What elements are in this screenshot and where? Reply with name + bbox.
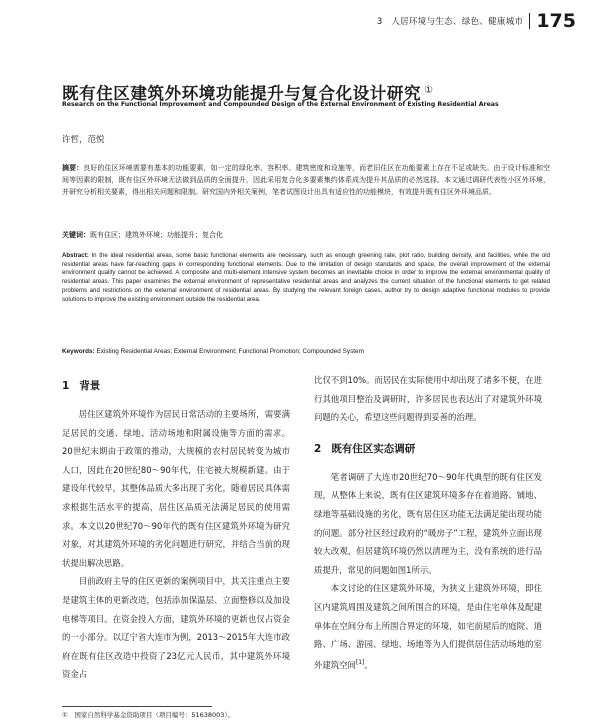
title-text: 既有住区建筑外环境功能提升与复合化设计研究 xyxy=(62,84,422,103)
abstract-en-text: In the ideal residential areas, some basic functional elements are necessary, such as enough greening rate, plot ratio, building density, and facilities, while the old residential areas have far-reaching gaps in corresponding functional elements. Due to the limitation of design standards and space, the overall improvement of the external environment quality cannot be achieved. A composite and multi-element intensive system becomes an inevitable choice in order to improve the external environmental quality of residential areas. This paper examines the external environment of representative residential areas and analyzes the current situation of the functional elements to get related problems and restrictions on the external environment of residential areas. By studying the relevant foreign cases, author try to design adaptive functional modules to provide solutions to improve the existing environment outside the residential area. xyxy=(62,252,550,303)
keywords-en xyxy=(62,348,550,355)
abstract-cn xyxy=(62,163,550,198)
title-footnote-marker: ① xyxy=(424,84,434,96)
section-1-paragraph: 居住区建筑外环境作为居民日常活动的主要场所，需要满足居民的交通、绿地、活动场地和附属设施等方面的需求。20世纪末期由于政策的推动，大规模的农村居民转变为城市人口，因此在20世纪80～90年代，住宅被大规模新建。由于建设年代较早，其整体品质大多出现了劣化，随着居民具体需求根据生活水平的提高，居住区品质无法满足居民的使用需求。本文以20世纪70～90年代的既有住区建筑外环境为研究对象，对其建筑外环境的劣化问题进行研究，并结合当前的现状提出解决思路。 xyxy=(62,409,290,568)
keywords-cn-text: 既有住区；建筑外环境；功能提升；复合化 xyxy=(90,231,223,239)
keywords-cn-label: 关键词： xyxy=(62,231,90,239)
header-divider xyxy=(529,13,530,29)
section-2-paragraph: 本文讨论的住区建筑外环境，为狭义上建筑外环境，即住区内建筑周围及建筑之间所围合的环境，是由住宅单体及配建单体在空间分布上所围合界定的环境，如宅前屋后的庭院、道路、广场、游园、绿地、场地等为人们提供居住活动场地的室外建筑空间[1]。 xyxy=(314,583,542,670)
continued-paragraph: 比仅不到10%。而居民在实际使用中却出现了诸多不便，在进行其他项目整治及调研时，许多居民也表达出了对建筑外环境问题的关心，希望这些问题得到妥善的治理。 xyxy=(314,375,542,423)
column-right xyxy=(314,371,542,674)
paper-title-en: Research on the Functional Improvement and Compounded Design of the External Environment of Existing Residential Areas xyxy=(62,101,499,108)
abstract-en-label: Abstract: xyxy=(62,252,89,259)
abstract-cn-text: 良好的住区环境需要有基本的功能要素，如一定的绿化率、容积率、建筑密度和设施等，而老旧住区在功能要素上存在不足或缺失。由于设计标准和空间等因素的限制，既有住区外环境无法做到品质的全面提升，因此采用复合化多要素集约体系成为提升其品质的必然选择。本文通过调研代表性小区外环境，并研究分析相关要素，得出相关问题和限制。研究国内外相关案例，笔者试图设计出具有适应性的功能模块，有效提升既有住区外环境品质。 xyxy=(62,164,551,196)
running-head xyxy=(377,10,576,32)
keywords-cn xyxy=(62,230,550,240)
section-2-title: 既有住区实态调研 xyxy=(331,442,416,455)
section-1-number: 1 xyxy=(62,380,70,392)
authors: 许哲，范悦 xyxy=(62,135,105,145)
column-left xyxy=(62,378,290,684)
section-2-paragraph-text: 本文讨论的住区建筑外环境，为狭义上建筑外环境，即住区内建筑周围及建筑之间所围合的环境，是由住宅单体及配建单体在空间分布上所围合界定的环境，如宅前屋后的庭院、道路、广场、游园、绿地、场地等为人们提供居住活动场地的室外建筑空间 xyxy=(314,583,542,670)
footnote-divider xyxy=(62,706,212,707)
section-1-title: 背景 xyxy=(79,380,101,392)
keywords-en-text: Existing Residential Areas; External Environment; Functional Promotion; Compounded System xyxy=(96,348,364,355)
abstract-en xyxy=(62,252,550,304)
citation-ref[interactable]: [1] xyxy=(355,658,365,666)
footnote: ① 国家自然科学基金资助项目（项目编号：51638003）。 xyxy=(62,711,235,719)
section-title: 3 人居环境与生态、绿色、健康城市 xyxy=(376,17,524,27)
keywords-en-label: Keywords: xyxy=(62,348,95,355)
section-2-number: 2 xyxy=(314,442,322,455)
section-2-paragraph: 笔者调研了大连市20世纪70～90年代典型的既有住区发现，从整体上来说，既有住区建筑环境多存在着道路、铺地、绿地等基础设施的劣化，既有居住区功能无法满足能出现功能的问题。部分社区经过政府的“暖房子”工程，建筑外立面出现较大改观，但居建筑环境仍然以清理为主，没有系统的进行品质提升，常见的问题如图1所示。 xyxy=(314,471,542,575)
page-number: 175 xyxy=(536,10,576,32)
section-1-paragraph: 目前政府主导的住区更新的案例项目中，其关注重点主要是建筑主体的更新改造，包括添加保温层、立面整修以及加设电梯等项目。在资金投入方面，建筑外环境的更新也仅占资金的一小部分。以辽宁省大连市为例，2013～2015年大连市政府在既有住区改造中投资了23亿元人民币，其中建筑外环境资金占 xyxy=(62,576,290,680)
abstract-cn-label: 摘要： xyxy=(62,164,84,172)
section-1-heading xyxy=(62,378,290,393)
section-2-heading xyxy=(314,441,542,456)
